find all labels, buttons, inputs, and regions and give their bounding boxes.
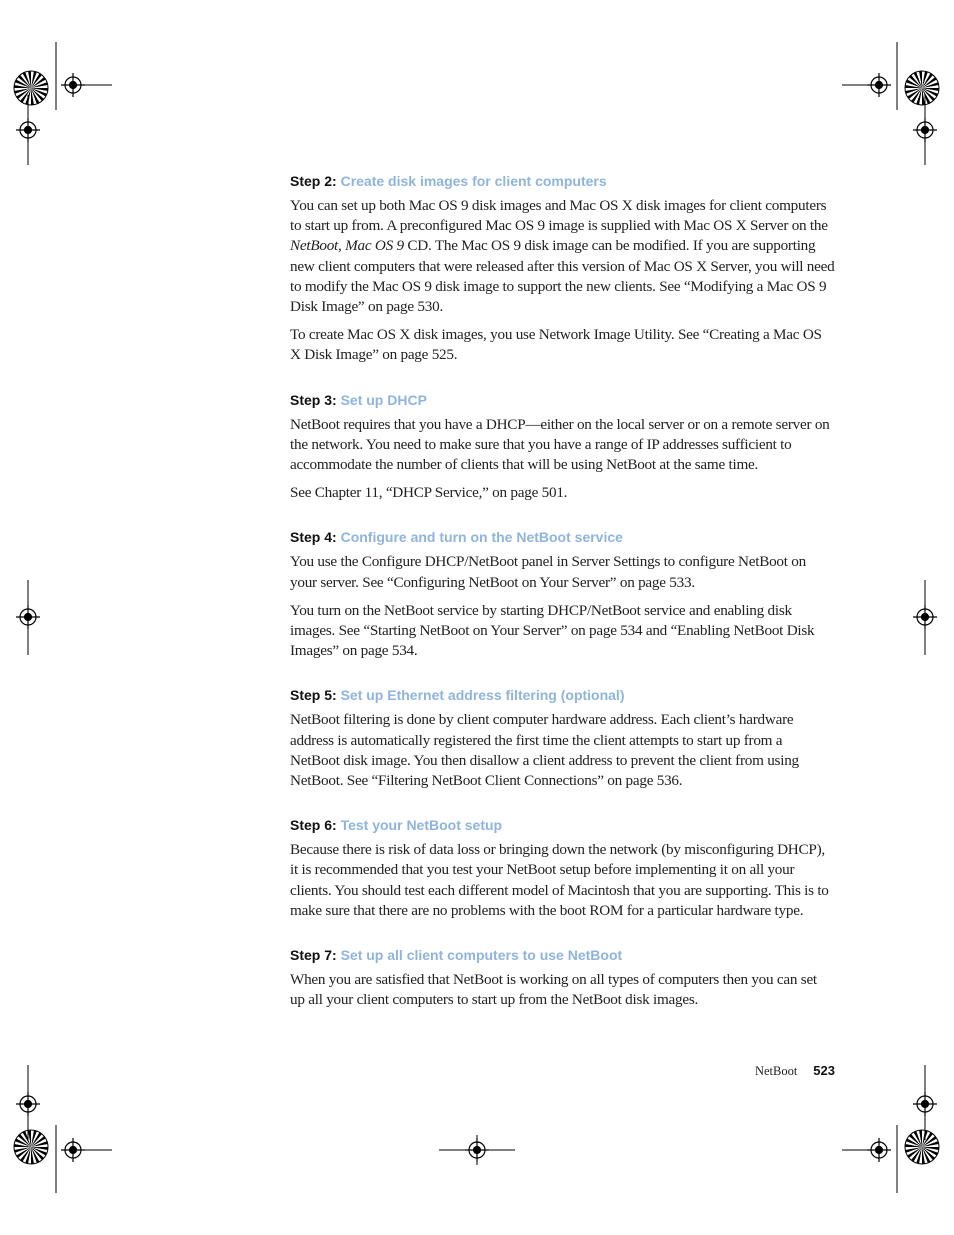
step-6-prefix: Step 6: (290, 817, 337, 834)
step-4-paragraph-1: You use the Configure DHCP/NetBoot panel in Server Settings to configure NetBoot on your server. See “Configuring NetBoot on Your Server” on page 533. (290, 553, 806, 591)
footer-chapter-title: NetBoot (754, 1064, 798, 1078)
step-4-prefix: Step 4: (290, 529, 337, 546)
step-3-prefix: Step 3: (290, 391, 337, 408)
step-3-section (290, 390, 835, 504)
step-5-paragraph-1: NetBoot filtering is done by client computer hardware address. Each client’s hardware address is automatically registered the first time the client attempts to start up from a NetBoot disk image. You then disallow a client address to prevent the client from using NetBoot. See “Filtering NetBoot Client Connections” on page 536. (290, 711, 799, 790)
step-6-heading (290, 815, 835, 835)
step-3-heading (290, 390, 835, 410)
step-5-heading (290, 685, 835, 705)
page-footer (700, 1062, 835, 1080)
step-5-title: Set up Ethernet address filtering (optional) (340, 687, 625, 704)
step-5-prefix: Step 5: (290, 687, 337, 704)
step-7-section (290, 945, 835, 1010)
footer-page-number: 523 (813, 1063, 835, 1078)
page-body (290, 171, 835, 1034)
step-7-prefix: Step 7: (290, 947, 337, 964)
step-6-paragraph-1: Because there is risk of data loss or bringing down the network (by misconfiguring DHCP), it is recommended that you test your NetBoot setup before implementing it on all your clients. You should test each different model of Macintosh that you are supporting. This is to make sure that there are no problems with the boot ROM for a particular hardware type. (290, 841, 829, 919)
step-7-title: Set up all client computers to use NetBoot (340, 947, 623, 964)
step-2-heading (290, 171, 835, 191)
step-3-paragraph-2: See Chapter 11, “DHCP Service,” on page 501. (290, 484, 568, 502)
step-4-heading (290, 527, 835, 547)
step-2-title: Create disk images for client computers (340, 173, 607, 189)
step-2-prefix: Step 2: (290, 173, 337, 189)
step-7-paragraph-1: When you are satisfied that NetBoot is working on all types of computers then you can set up all your client computers to start up from the NetBoot disk images. (290, 971, 817, 1009)
step-2-paragraph-2: To create Mac OS X disk images, you use Network Image Utility. See “Creating a Mac OS X Disk Image” on page 525. (290, 326, 822, 364)
step-3-paragraph-1: NetBoot requires that you have a DHCP—either on the local server or on a remote server on the network. You need to make sure that you have a range of IP addresses sufficient to accommodate the number of clients that will be using NetBoot at the same time. (290, 415, 830, 474)
step-3-title: Set up DHCP (340, 391, 427, 408)
book-title: NetBoot, Mac OS 9 (290, 237, 404, 255)
step-4-paragraph-2: You turn on the NetBoot service by starting DHCP/NetBoot service and enabling disk images. See “Starting NetBoot on Your Server” on page 534 and “Enabling NetBoot Disk Images” on page 534. (290, 601, 815, 660)
step-2-section (290, 171, 835, 366)
step-5-section (290, 685, 835, 791)
step-6-section (290, 815, 835, 921)
step-2-paragraph-1: You can set up both Mac OS 9 disk images and Mac OS X disk images for client computers to start up from. A preconfigured Mac OS 9 image is supplied with Mac OS X Server on the NetBoot, Mac OS 9 CD. The Mac OS 9 disk image can be modified. If you are supporting new client computers that were released after this version of Mac OS X Server, you will need to modify the Mac OS 9 disk image to support the new clients. See “Modifying a Mac OS 9 Disk Image” on page 530. (290, 197, 835, 316)
step-7-heading (290, 945, 835, 965)
step-4-title: Configure and turn on the NetBoot service (340, 529, 623, 546)
step-4-section (290, 527, 835, 661)
step-6-title: Test your NetBoot setup (340, 817, 503, 834)
